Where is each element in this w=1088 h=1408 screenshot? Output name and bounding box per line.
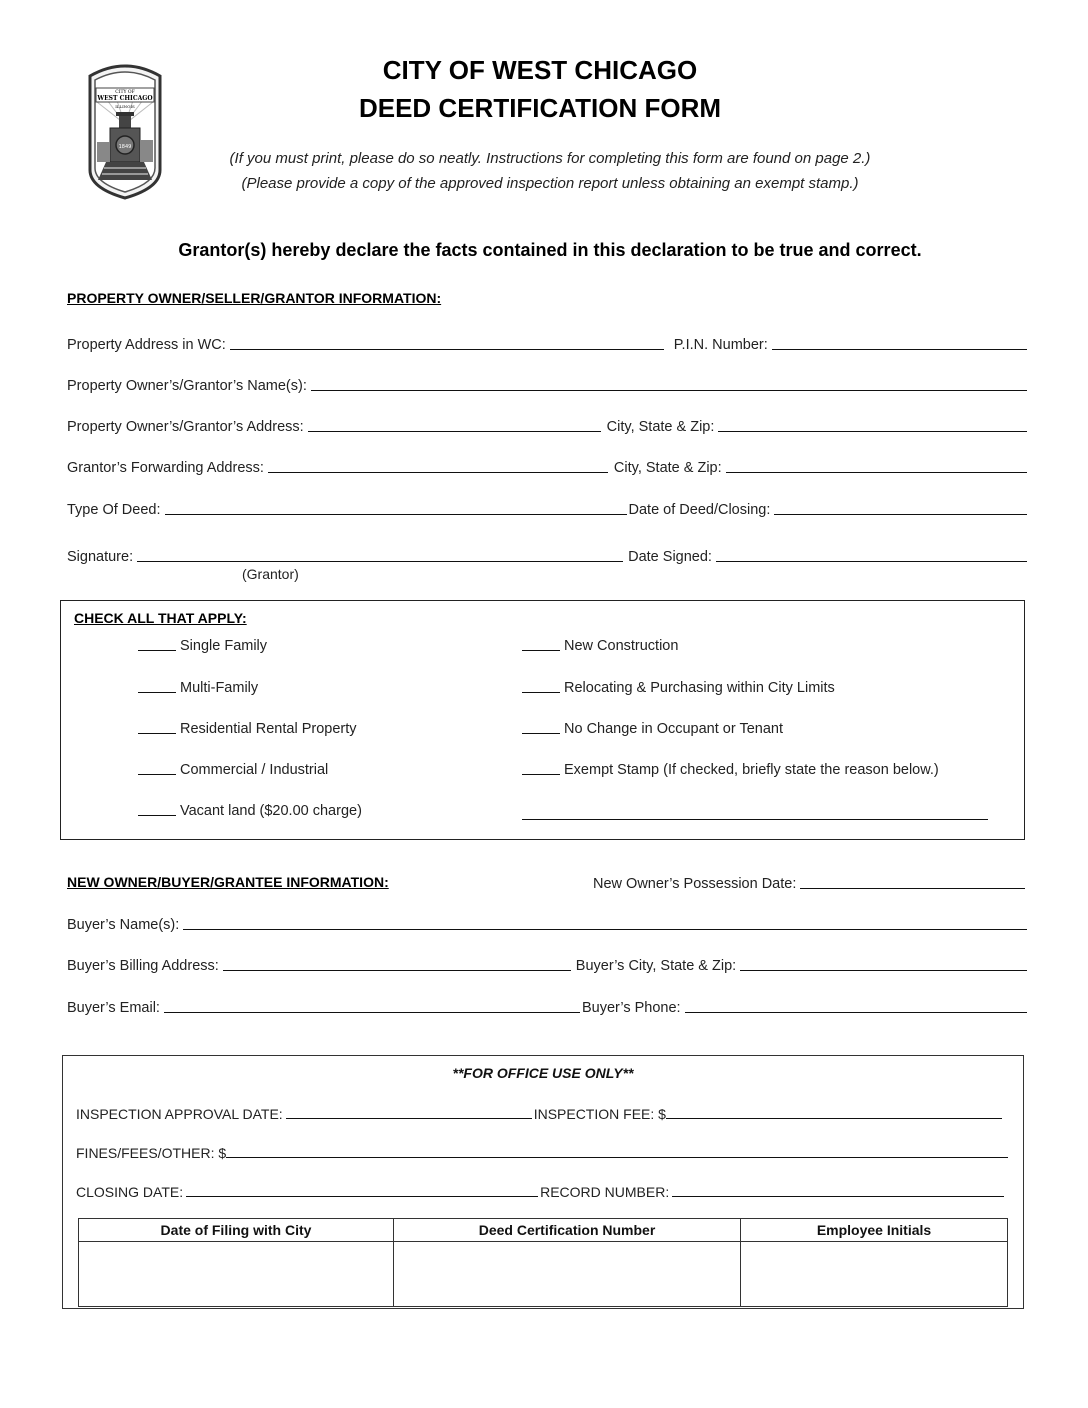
pin-label: P.I.N. Number: xyxy=(673,337,768,353)
inspection-date-field[interactable] xyxy=(286,1118,532,1119)
deed-type-row xyxy=(67,498,1027,518)
forwarding-address-row xyxy=(67,456,1027,476)
table-header-filing-date: Date of Filing with City xyxy=(79,1219,394,1242)
check-new-construction[interactable] xyxy=(522,638,678,654)
signature-label: Signature: xyxy=(67,549,134,565)
buyer-phone-field[interactable] xyxy=(685,1012,1027,1013)
signature-field[interactable] xyxy=(137,561,623,562)
check-label: Multi-Family xyxy=(180,680,259,696)
certification-number-cell[interactable] xyxy=(394,1242,741,1307)
buyer-city-label: Buyer’s City, State & Zip: xyxy=(575,958,737,974)
property-address-row xyxy=(67,333,1027,353)
possession-date-field[interactable] xyxy=(800,888,1025,889)
buyer-billing-field[interactable] xyxy=(223,970,571,971)
pin-field[interactable] xyxy=(772,349,1027,350)
owner-city-label: City, State & Zip: xyxy=(606,419,715,435)
deed-type-field[interactable] xyxy=(165,514,627,515)
fines-field[interactable] xyxy=(226,1157,1008,1158)
inspection-fee-label: INSPECTION FEE: $ xyxy=(533,1106,666,1122)
buyer-name-field[interactable] xyxy=(183,929,1027,930)
table-header-certification-number: Deed Certification Number xyxy=(394,1219,741,1242)
owner-name-label: Property Owner’s/Grantor’s Name(s): xyxy=(67,378,307,394)
employee-initials-cell[interactable] xyxy=(741,1242,1008,1307)
fines-label: FINES/FEES/OTHER: $ xyxy=(76,1145,227,1161)
exempt-reason-field[interactable] xyxy=(522,819,988,820)
signature-row xyxy=(67,545,1027,565)
owner-address-label: Property Owner’s/Grantor’s Address: xyxy=(67,419,304,435)
check-label: Relocating & Purchasing within City Limits xyxy=(564,680,835,696)
check-commercial-industrial[interactable] xyxy=(138,762,328,778)
inspection-row xyxy=(76,1102,1008,1122)
print-note: (If you must print, please do so neatly. Instructions for completing this form are found on page 2.) xyxy=(229,150,871,167)
buyer-phone-label: Buyer’s Phone: xyxy=(581,1000,681,1016)
inspection-fee-field[interactable] xyxy=(666,1118,1002,1119)
inspection-date-label: INSPECTION APPROVAL DATE: xyxy=(76,1106,283,1122)
buyer-email-label: Buyer’s Email: xyxy=(67,1000,160,1016)
check-label: Exempt Stamp (If checked, briefly state the reason below.) xyxy=(564,762,939,778)
seller-section-heading: PROPERTY OWNER/SELLER/GRANTOR INFORMATION: xyxy=(67,290,442,306)
deed-type-label: Type Of Deed: xyxy=(67,502,161,518)
logo-text-top: CITY OF xyxy=(115,90,135,95)
date-signed-label: Date Signed: xyxy=(628,549,712,565)
date-signed-field[interactable] xyxy=(716,561,1027,562)
check-exempt-stamp[interactable] xyxy=(522,762,939,778)
filing-date-cell[interactable] xyxy=(79,1242,394,1307)
check-label: No Change in Occupant or Tenant xyxy=(564,721,783,737)
declaration-statement: Grantor(s) hereby declare the facts contained in this declaration to be true and correct. xyxy=(178,240,922,260)
forwarding-city-label: City, State & Zip: xyxy=(613,460,722,476)
deed-date-field[interactable] xyxy=(774,514,1027,515)
buyer-billing-label: Buyer’s Billing Address: xyxy=(67,958,219,974)
buyer-name-label: Buyer’s Name(s): xyxy=(67,917,180,933)
closing-row xyxy=(76,1180,1008,1200)
form-title-city: CITY OF WEST CHICAGO xyxy=(382,55,698,85)
check-label: Single Family xyxy=(180,638,268,654)
office-filing-table xyxy=(78,1218,1008,1307)
owner-address-row xyxy=(67,415,1027,435)
check-label: Residential Rental Property xyxy=(180,721,357,737)
check-label: Vacant land ($20.00 charge) xyxy=(180,803,362,819)
owner-name-field[interactable] xyxy=(311,390,1027,391)
owner-name-row xyxy=(67,374,1027,394)
office-use-title: **FOR OFFICE USE ONLY** xyxy=(452,1065,634,1081)
possession-date-row xyxy=(593,872,1025,892)
buyer-email-field[interactable] xyxy=(164,1012,580,1013)
grantor-caption: (Grantor) xyxy=(242,566,299,582)
possession-date-label: New Owner’s Possession Date: xyxy=(593,876,797,892)
closing-date-label: CLOSING DATE: xyxy=(76,1184,184,1200)
logo-text-bottom: ILLINOIS xyxy=(115,104,135,109)
table-header-employee-initials: Employee Initials xyxy=(741,1219,1008,1242)
buyer-city-field[interactable] xyxy=(740,970,1027,971)
deed-date-label: Date of Deed/Closing: xyxy=(628,502,771,518)
check-no-change-occupant[interactable] xyxy=(522,721,783,737)
forwarding-address-label: Grantor’s Forwarding Address: xyxy=(67,460,264,476)
owner-city-field[interactable] xyxy=(718,431,1027,432)
closing-date-field[interactable] xyxy=(186,1196,538,1197)
check-residential-rental[interactable] xyxy=(138,721,357,737)
buyer-section-heading: NEW OWNER/BUYER/GRANTEE INFORMATION: xyxy=(67,874,389,890)
check-relocating[interactable] xyxy=(522,680,835,696)
check-label: Commercial / Industrial xyxy=(180,762,329,778)
check-multi-family[interactable] xyxy=(138,680,258,696)
forwarding-address-field[interactable] xyxy=(268,472,608,473)
logo-year: 1849 xyxy=(118,144,132,150)
logo-text-mid: WEST CHICAGO xyxy=(97,95,153,102)
form-title: DEED CERTIFICATION FORM xyxy=(358,93,722,123)
table-row xyxy=(79,1242,1008,1307)
check-single-family[interactable] xyxy=(138,638,267,654)
check-label: New Construction xyxy=(564,638,679,654)
property-address-field[interactable] xyxy=(230,349,664,350)
property-address-label: Property Address in WC: xyxy=(67,337,226,353)
forwarding-city-field[interactable] xyxy=(726,472,1027,473)
record-number-field[interactable] xyxy=(672,1196,1004,1197)
inspection-note: (Please provide a copy of the approved inspection report unless obtaining an exempt stamp.) xyxy=(241,175,859,192)
buyer-billing-row xyxy=(67,954,1027,974)
fines-row xyxy=(76,1141,1008,1161)
buyer-contact-row xyxy=(67,996,1027,1016)
check-vacant-land[interactable] xyxy=(138,803,362,819)
owner-address-field[interactable] xyxy=(308,431,601,432)
buyer-name-row xyxy=(67,913,1027,933)
record-number-label: RECORD NUMBER: xyxy=(540,1184,670,1200)
checklist-heading: CHECK ALL THAT APPLY: xyxy=(74,610,247,626)
